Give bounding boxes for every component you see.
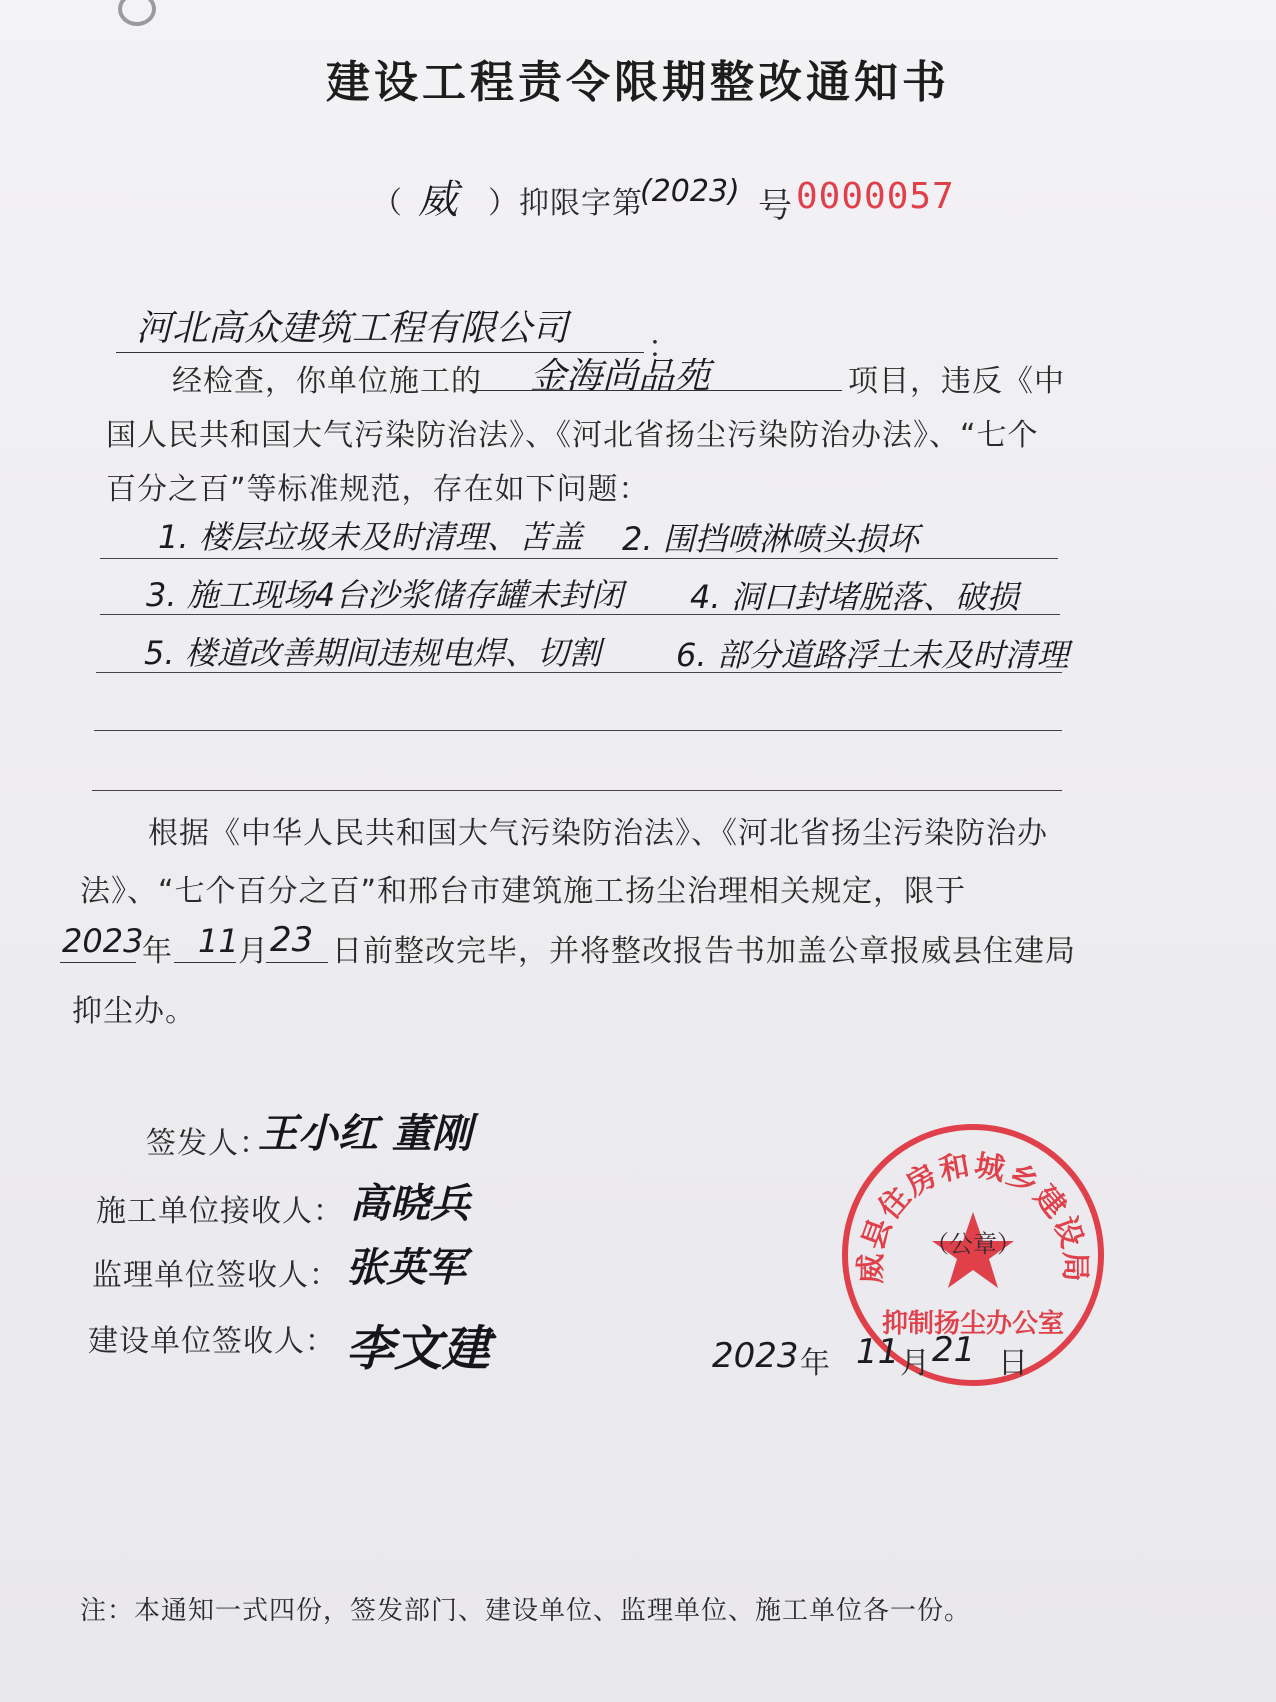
deadline-yue: 月 bbox=[238, 934, 269, 969]
recipient-colon: ： bbox=[648, 330, 679, 365]
date-year: 2023 bbox=[712, 1336, 799, 1376]
ref-label: ）抑限字第 bbox=[488, 186, 643, 221]
seal-center-text: （公章） bbox=[925, 1230, 1021, 1258]
para2-line3-rest: 日前整改完毕，并将整改报告书加盖公章报威县住建局 bbox=[332, 934, 1076, 969]
date-nian: 年 bbox=[800, 1346, 831, 1381]
ref-handwritten-char: 威 bbox=[418, 177, 458, 223]
issuer-signature: 王小红 董刚 bbox=[258, 1111, 472, 1157]
date-month: 11 bbox=[856, 1332, 900, 1372]
recipient-company: 河北高众建筑工程有限公司 bbox=[136, 308, 569, 349]
deadline-year-underline bbox=[60, 962, 136, 963]
ref-hao: 号 bbox=[758, 186, 793, 226]
issue-line-4 bbox=[94, 730, 1062, 731]
issue-item: 4. 洞口封堵脱落、破损 bbox=[690, 578, 1019, 616]
contractor-signature: 高晓兵 bbox=[350, 1181, 470, 1227]
para2-line2: 法》、“七个百分之百”和邢台市建筑施工扬尘治理相关规定，限于 bbox=[80, 874, 967, 909]
project-underline bbox=[470, 390, 842, 391]
deadline-day: 23 bbox=[270, 920, 314, 960]
ref-open-paren: （ bbox=[372, 186, 403, 221]
date-ri: 日 bbox=[998, 1346, 1029, 1381]
ref-handwritten-number: (2023) bbox=[640, 174, 740, 209]
para1-lead: 经检查，你单位施工的 bbox=[172, 364, 482, 399]
owner-label: 建设单位签收人： bbox=[88, 1324, 336, 1359]
deadline-nian: 年 bbox=[142, 934, 173, 969]
issue-item: 1. 楼层垃圾未及时清理、苫盖 bbox=[158, 518, 583, 556]
footnote: 注：本通知一式四份，签发部门、建设单位、监理单位、施工单位各一份。 bbox=[80, 1596, 972, 1626]
issue-item: 6. 部分道路浮土未及时清理 bbox=[676, 636, 1069, 674]
date-yue: 月 bbox=[900, 1346, 931, 1381]
issue-line-5 bbox=[92, 790, 1062, 791]
project-name: 金海尚品苑 bbox=[530, 356, 711, 397]
issue-item: 2. 围挡喷淋喷头损坏 bbox=[622, 520, 919, 558]
document-title: 建设工程责令限期整改通知书 bbox=[326, 57, 950, 108]
para2-line4: 抑尘办。 bbox=[72, 994, 196, 1029]
para1-after: 项目，违反《中 bbox=[848, 364, 1065, 399]
deadline-year: 2023 bbox=[62, 922, 144, 960]
deadline-month: 11 bbox=[198, 922, 239, 960]
owner-signature: 李文建 bbox=[346, 1321, 491, 1377]
date-day: 21 bbox=[932, 1330, 976, 1370]
supervisor-label: 监理单位签收人： bbox=[92, 1258, 340, 1293]
contractor-label: 施工单位接收人： bbox=[96, 1194, 344, 1229]
deadline-month-underline bbox=[174, 962, 236, 963]
issue-item: 5. 楼道改善期间违规电焊、切割 bbox=[144, 634, 601, 672]
seal-bottom-text: 抑制扬尘办公室 bbox=[881, 1309, 1065, 1339]
deadline-day-underline bbox=[266, 962, 328, 963]
serial-number: 0000057 bbox=[796, 176, 955, 217]
para2-line1: 根据《中华人民共和国大气污染防治法》、《河北省扬尘污染防治办 bbox=[148, 816, 1048, 851]
supervisor-signature: 张英军 bbox=[346, 1245, 466, 1291]
issue-item: 3. 施工现场4台沙浆储存罐未封闭 bbox=[146, 576, 624, 614]
seal-arc-text: 威县住房和城乡建设局 bbox=[853, 1148, 1093, 1284]
para1-line2: 国人民共和国大气污染防治法》、《河北省扬尘污染防治办法》、“七个 bbox=[106, 418, 1039, 453]
issuer-label: 签发人： bbox=[146, 1126, 270, 1161]
para1-line3: 百分之百”等标准规范，存在如下问题： bbox=[106, 472, 650, 507]
